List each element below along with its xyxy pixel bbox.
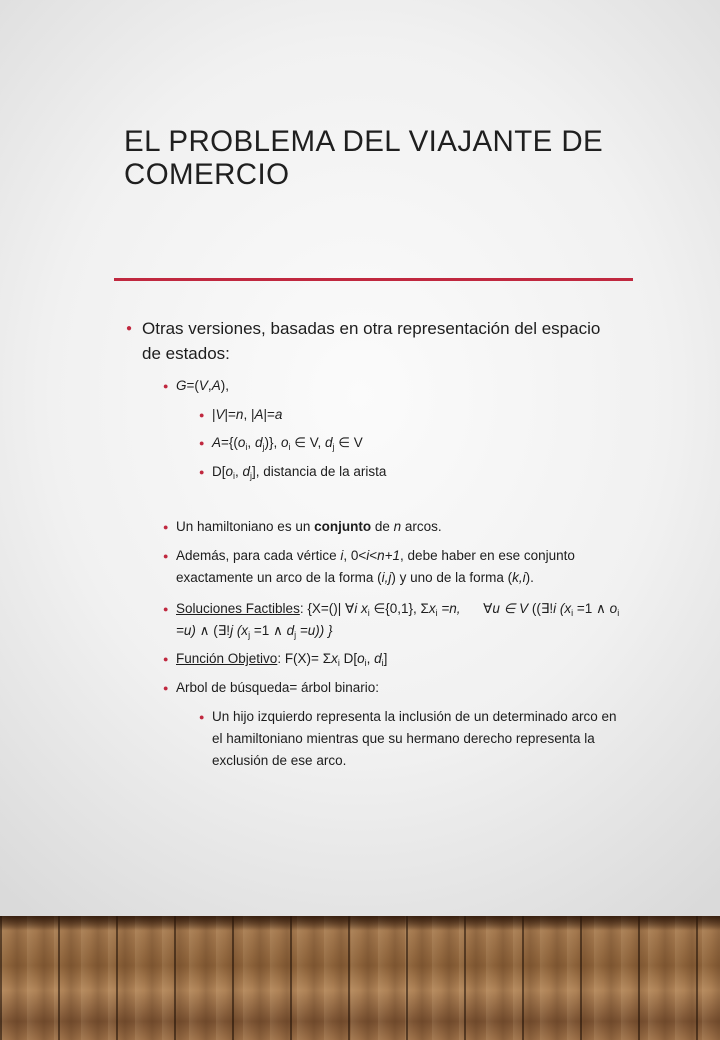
wood-floor-background — [0, 916, 720, 1040]
title-divider — [114, 278, 633, 281]
bullet-feasible-solutions: ● Soluciones Factibles: {X=()| ∀i $x_i$ ∈{0,1}, $\Sigma x_i =n$, ∀u ∈ V ((∃!i ($x_i =1$ ∧ $o_i =u$) ∧ (∃!j ($x_j =1$ ∧ $d_j =u$)) } — [176, 598, 626, 642]
bullet-vertex-condition: ● Además, para cada vértice i, 0<i<n+1, debe haber en ese conjunto exactamente un arco de la forma (i,j) y uno de la forma (k,i). — [176, 545, 626, 589]
bullet-dot-icon: ● — [126, 323, 133, 334]
bullet-dot-icon: ● — [199, 712, 205, 722]
bullet-dot-icon: ● — [199, 438, 205, 448]
bullet-otras-versiones: ● Otras versiones, basadas en otra representación del espacio de estados: — [142, 316, 602, 366]
bullet-dot-icon: ● — [163, 604, 169, 614]
bullet-left-child: ● Un hijo izquierdo representa la inclusión de un determinado arco en el hamiltoniano mientras que su hermano derecho representa la exclusión de ese arco. — [212, 706, 622, 772]
bullet-dot-icon: ● — [163, 522, 169, 532]
bullet-distance: ● $D[o_i$, $d_j$], distancia de la arista — [212, 461, 622, 483]
title-line-1: EL PROBLEMA DEL VIAJANTE DE — [124, 125, 604, 158]
bullet-cardinalities: ● |V|=n, |A|=a — [212, 404, 622, 426]
title-line-2: COMERCIO — [124, 158, 290, 191]
slide-title — [124, 125, 644, 191]
bullet-dot-icon: ● — [199, 410, 205, 420]
bullet-hamiltonian: ● Un hamiltoniano es un conjunto de n arcos. — [176, 516, 626, 538]
bullet-dot-icon: ● — [163, 683, 169, 693]
bullet-dot-icon: ● — [163, 654, 169, 664]
bullet-dot-icon: ● — [199, 467, 205, 477]
bullet-dot-icon: ● — [163, 551, 169, 561]
bullet-search-tree: ● Arbol de búsqueda= árbol binario: — [176, 677, 626, 699]
bullet-objective-function: ● Función Objetivo: $F(X)= \Sigma x_i$ $D[o_i$, $d_i$] — [176, 648, 626, 670]
bullet-arc-set: ● $A=\{(o_i$, $d_j$)}, $o_i$ ∈ V, $d_j$ ∈ V — [212, 432, 622, 454]
bullet-dot-icon: ● — [163, 381, 169, 391]
bullet-graph: ● G=(V,A), — [176, 375, 626, 397]
